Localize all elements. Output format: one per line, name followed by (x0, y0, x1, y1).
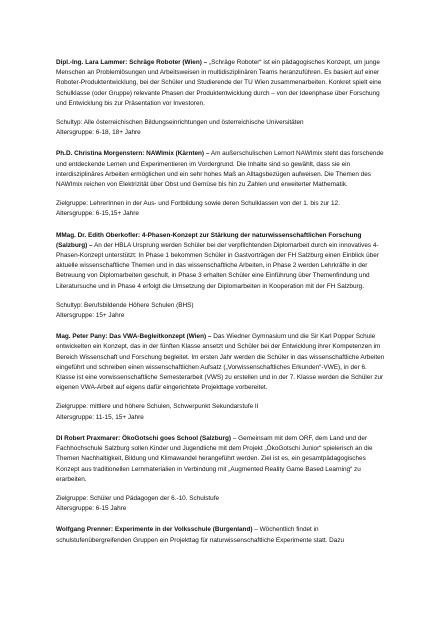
entry-heading: MMag. Dr. Edith Oberkofler: 4-Phasen-Konzept zur Stärkung der naturwissenschaftlichen Forschung (Salzburg) – (56, 231, 362, 249)
entry-paragraph (56, 525, 386, 545)
entry-text: – Gemeinsam mit dem ORF, dem Land und der Fachhochschule Salzburg sollen Kinder und Jugendliche mit dem Projekt „ÖkoGotschi Junior“ spielerisch an die Themen Nachhaltigkeit, Bildung und Klimawandel herangeführt werden. Ziel ist es, ein gesamtpädagogisches Konzept aus traditionellen Lernmaterialien in Verbindung mit „Augmented Reality Game Based Learning“ zu erarbeiten. (56, 434, 373, 483)
entry-text: Am außerschulischen Lernort NAWImix steht das forschende und entdeckende Lernen und Experimentieren im Vordergrund. Die Inhalte sind so gewählt, dass sie ein interdisziplinäres Arbeiten ermöglichen und ein sehr hohes Maß an Alltagsbezügen aufweisen. Die Themen des NAWImix reichen von Elektrizität über Obst und Gemüse bis hin zu Zahlen und erweiterter Mathematik. (56, 150, 384, 189)
entry-text: „Schräge Roboter“ ist ein pädagogisches Konzept, um junge Menschen an Problemlösungen und Arbeitsweisen in multidisziplinären Teams heranzuführen. Es basiert auf einer Roboter-Produktentwicklung, bei der Schüler und Studierende der TU Wien zusammenarbeiten. Konkret spielt eine Schulklasse (oder Gruppe) relevante Phasen der Produktentwicklung durch – von der Ideenphase über Forschung und Entwicklung bis zur Präsentation vor Investoren. (56, 59, 382, 107)
entry-oberkofler (56, 231, 386, 322)
entry-age: Altersgruppe: 6-15 Jahre (56, 505, 127, 513)
entry-target: Zielgruppe: Schüler und Pädagogen der 6.-10. Schulstufe (56, 494, 220, 502)
entry-heading: Ph.D. Christina Morgenstern: NAWImix (Kärnten) – (56, 150, 210, 158)
entry-prenner (56, 525, 386, 545)
entry-praxmarer (56, 434, 386, 514)
entry-paragraph (56, 434, 386, 485)
entry-lammer (56, 58, 386, 138)
entry-target: Zielgruppe: LehrerInnen in der Aus- und Fortbildung sowie deren Schulklassen von der 1. bis zur 12. (56, 200, 340, 208)
entry-age: Altersgruppe: 11-15, 15+ Jahre (56, 413, 144, 421)
entry-age: Altersgruppe: 15+ Jahre (56, 312, 125, 320)
entry-target: Zielgruppe: mittlere und höhere Schulen, Schwerpunkt Sekundarstufe II (56, 403, 259, 411)
entry-heading: DI Robert Praxmarer: ÖkoGotschi goes School (Salzburg) (56, 434, 232, 442)
entry-target: Schultyp: Alle österreichischen Bildungseinrichtungen und österreichische Universitäten (56, 119, 304, 127)
document-page (56, 58, 386, 557)
entry-age: Altersgruppe: 6-15,15+ Jahre (56, 210, 139, 218)
entry-text: – Wöchentlich findet in schulstufenübergreifenden Gruppen ein Projekttag für naturwissenschaftliche Experimente statt. Dazu (56, 526, 345, 544)
entry-morgenstern (56, 149, 386, 219)
entry-paragraph (56, 149, 386, 190)
entry-text: Das Wiedner Gymnasium und die Sir Karl Popper Schule entwickelten ein Konzept, das in der fünften Klasse ansetzt und Schüler bei der Entwicklung ihrer Kompetenzen im Bereich Wissenschaft und Forschung begleitet. Im ersten Jahr werden die Schüler in das wissenschaftliche Arbeiten eingeführt und schreiben einen wissenschaftlichen Aufsatz („Vorwissenschaftliches Erkunden“-VWE), in der 6. Klasse ist eine vorwissenschaftliche Semesterarbeit (VWS) zu erstellen und in der 7. Klasse werden die Schüler zur eigenen VWA-Arbeit auf eigens dafür eingerichtete Projekttage vorbereitet. (56, 333, 385, 392)
entry-paragraph (56, 231, 386, 292)
entry-target: Schultyp: Berufsbildende Höhere Schulen (BHS) (56, 301, 194, 309)
entry-text: An der HBLA Ursprung werden Schüler bei der verpflichtenden Diplomarbeit durch ein innovatives 4-Phasen-Konzept unterstützt: In Phase 1 bekommen Schüler in Gastvorträgen der FH Salzburg einen Einblick über aktuelle wissenschaftliche Themen und in das wissenschaftliche Arbeiten, in Phase 2 werden Lehrkräfte in der Betreuung von Diplomarbeiten geschult, in Phase 3 erhalten Schüler eine Einführung über Themenfindung und Literatursuche und in Phase 4 erfolgt die Umsetzung der Diplomarbeiten in Kooperation mit der FH Salzburg. (56, 241, 379, 290)
entry-heading: Dipl.-Ing. Lara Lammer: Schräge Roboter (Wien) – (56, 59, 208, 66)
entry-heading: Mag. Peter Pany: Das VWA-Begleitkonzept (Wien) – (56, 333, 212, 341)
entry-paragraph (56, 332, 386, 393)
entry-age: Altersgruppe: 6-18, 18+ Jahre (56, 129, 141, 137)
entry-pany (56, 332, 386, 423)
entry-heading: Wolfgang Prenner: Experimente in der Volksschule (Burgenland) (56, 526, 253, 534)
entry-paragraph (56, 58, 386, 109)
